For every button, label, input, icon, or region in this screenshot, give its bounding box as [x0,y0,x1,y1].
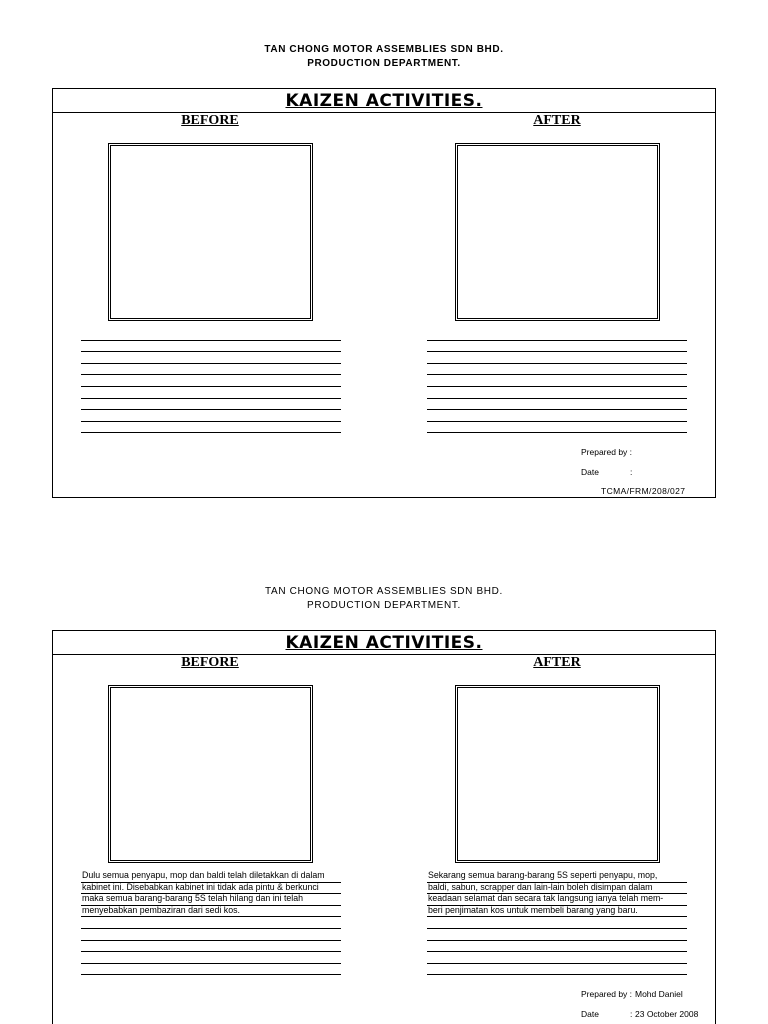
before-description-line [81,375,341,387]
before-description-line [81,399,341,411]
after-description [427,871,687,975]
after-description-line: Sekarang semua barang-barang 5S seperti penyapu, mop, [427,871,687,883]
form-title: KAIZEN ACTIVITIES. [285,91,483,111]
department-name: PRODUCTION DEPARTMENT. [307,58,461,69]
after-description-line [427,375,687,387]
before-description-line: kabinet ini. Disebabkan kabinet ini tidak ada pintu & berkunci [81,883,341,895]
before-description-line [81,329,341,341]
after-description-line [427,952,687,964]
after-description-line: beri penjimatan kos untuk membeli barang yang baru. [427,906,687,918]
before-description-line: Dulu semua penyapu, mop dan baldi telah diletakkan di dalam [81,871,341,883]
before-description-line: menyebabkan pembaziran dari sedi kos. [81,906,341,918]
kaizen-form [0,0,768,500]
before-description-line [81,952,341,964]
after-description-line [427,341,687,353]
prepared-by-value: Mohd Daniel [635,989,683,999]
after-photo-frame [455,143,660,321]
after-heading: AFTER [533,655,581,670]
prepared-by-label: Prepared by : [581,447,633,457]
after-description-line: baldi, sabun, scrapper dan lain-lain boleh disimpan dalam [427,883,687,895]
after-description-line [427,387,687,399]
date-label: Date [581,1009,599,1019]
before-description-line [81,410,341,422]
before-description [81,329,341,433]
before-description-line [81,341,341,353]
after-description-line [427,352,687,364]
after-photo-frame [455,685,660,863]
before-description-line [81,941,341,953]
after-description-line [427,410,687,422]
date-separator: : [630,467,633,477]
after-description-line [427,399,687,411]
before-description-line [81,352,341,364]
before-description-line [81,364,341,376]
before-photo-frame [108,143,313,321]
after-heading: AFTER [533,113,581,128]
after-description-line [427,329,687,341]
before-description-line: maka semua barang-barang 5S telah hilang dan ini telah [81,894,341,906]
after-description-line: keadaan selamat dan secara tak langsung ianya telah mem- [427,894,687,906]
after-description-line [427,422,687,434]
form-title: KAIZEN ACTIVITIES. [285,633,483,653]
date-separator: : [630,1009,633,1019]
department-name: PRODUCTION DEPARTMENT. [307,600,461,611]
before-description-line [81,964,341,976]
after-description-line [427,917,687,929]
kaizen-form [0,542,768,1024]
after-description-line [427,364,687,376]
after-description-line [427,929,687,941]
before-photo-frame [108,685,313,863]
after-description-line [427,941,687,953]
date-label: Date [581,467,599,477]
before-description-line [81,387,341,399]
form-code: TCMA/FRM/208/027 [601,486,686,496]
before-description-line [81,422,341,434]
date-value: 23 October 2008 [635,1009,699,1019]
after-description [427,329,687,433]
after-description-line [427,964,687,976]
before-heading: BEFORE [181,655,239,670]
prepared-by-label: Prepared by : [581,989,633,999]
company-name: TAN CHONG MOTOR ASSEMBLIES SDN BHD. [264,44,504,55]
before-description-line [81,929,341,941]
before-description-line [81,917,341,929]
before-heading: BEFORE [181,113,239,128]
before-description [81,871,341,975]
company-name: TAN CHONG MOTOR ASSEMBLIES SDN BHD. [265,586,503,597]
